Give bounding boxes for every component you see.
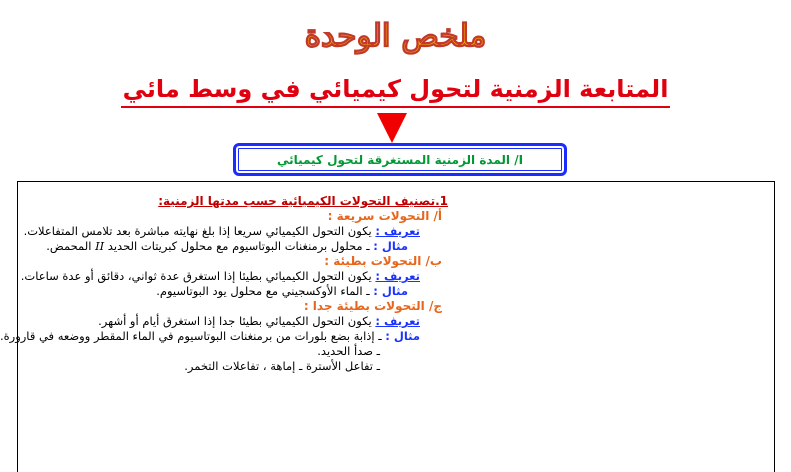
heading-1: 1.تصنيف التحولات الكيميائية حسب مدتها الزمنية:	[158, 194, 448, 208]
very-slow-ex-2: ـ صدأ الحديد.	[317, 344, 380, 358]
heading-fast	[18, 209, 448, 224]
fast-definition	[18, 224, 448, 239]
slow-heading: ب/ التحولات بطيئة :	[324, 254, 442, 268]
section-title-box	[233, 143, 567, 176]
slow-definition	[18, 269, 448, 284]
slow-def-text: يكون التحول الكيميائي بطيئا إذا استغرق عدة ثواني، دقائق أو عدة ساعات.	[20, 269, 376, 283]
unit-summary-title: ملخص الوحدة	[304, 18, 487, 54]
fast-def-label: تعريف :	[375, 224, 420, 238]
very-slow-definition	[18, 314, 448, 329]
fast-ex-text-2: المحمض.	[46, 239, 96, 253]
slow-ex-text: ـ الماء الأوكسجيني مع محلول يود البوتاسيوم.	[156, 284, 374, 298]
very-slow-example-2	[18, 344, 448, 359]
very-slow-ex-text: ـ إذابة بضع بلورات من برمنغنات البوتاسيوم في الماء المقطر ووضعه في قارورة.	[0, 329, 386, 343]
very-slow-def-text: يكون التحول الكيميائي بطيئا جدا إذا استغرق أيام أو أشهر.	[98, 314, 376, 328]
fast-def-text: يكون التحول الكيميائي سريعا إذا بلغ نهايته مباشرة بعد تلامس المتفاعلات.	[23, 224, 376, 238]
very-slow-def-label: تعريف :	[375, 314, 420, 328]
content-body	[0, 194, 448, 374]
slow-example	[18, 284, 448, 299]
very-slow-heading: ج/ التحولات بطيئة جدا :	[303, 299, 442, 313]
heading-slow	[18, 254, 448, 269]
very-slow-example	[0, 329, 448, 344]
slow-def-label: تعريف :	[375, 269, 420, 283]
section-title: I/ المدة الزمنية المستغرقة لتحول كيميائي	[276, 152, 524, 167]
main-title-wrap	[0, 74, 791, 108]
heading-classification	[18, 194, 448, 209]
very-slow-ex-label: مثال :	[385, 329, 420, 343]
fast-ex-label: مثال :	[373, 239, 408, 253]
slow-ex-label: مثال :	[373, 284, 408, 298]
down-arrow-icon	[377, 113, 407, 143]
fast-ex-roman: II	[95, 239, 105, 253]
fast-ex-text-1: ـ محلول برمنغنات البوتاسيوم مع محلول كبريتات الحديد	[104, 239, 374, 253]
main-title: المتابعة الزمنية لتحول كيميائي في وسط مائي	[121, 74, 671, 108]
heading-very-slow	[18, 299, 448, 314]
fast-example	[18, 239, 448, 254]
fast-heading: أ/ التحولات سريعة :	[327, 209, 442, 223]
very-slow-ex-3: ـ تفاعل الأسترة ـ إماهة ، تفاعلات التخمر.	[184, 359, 380, 373]
very-slow-example-3	[18, 359, 448, 374]
